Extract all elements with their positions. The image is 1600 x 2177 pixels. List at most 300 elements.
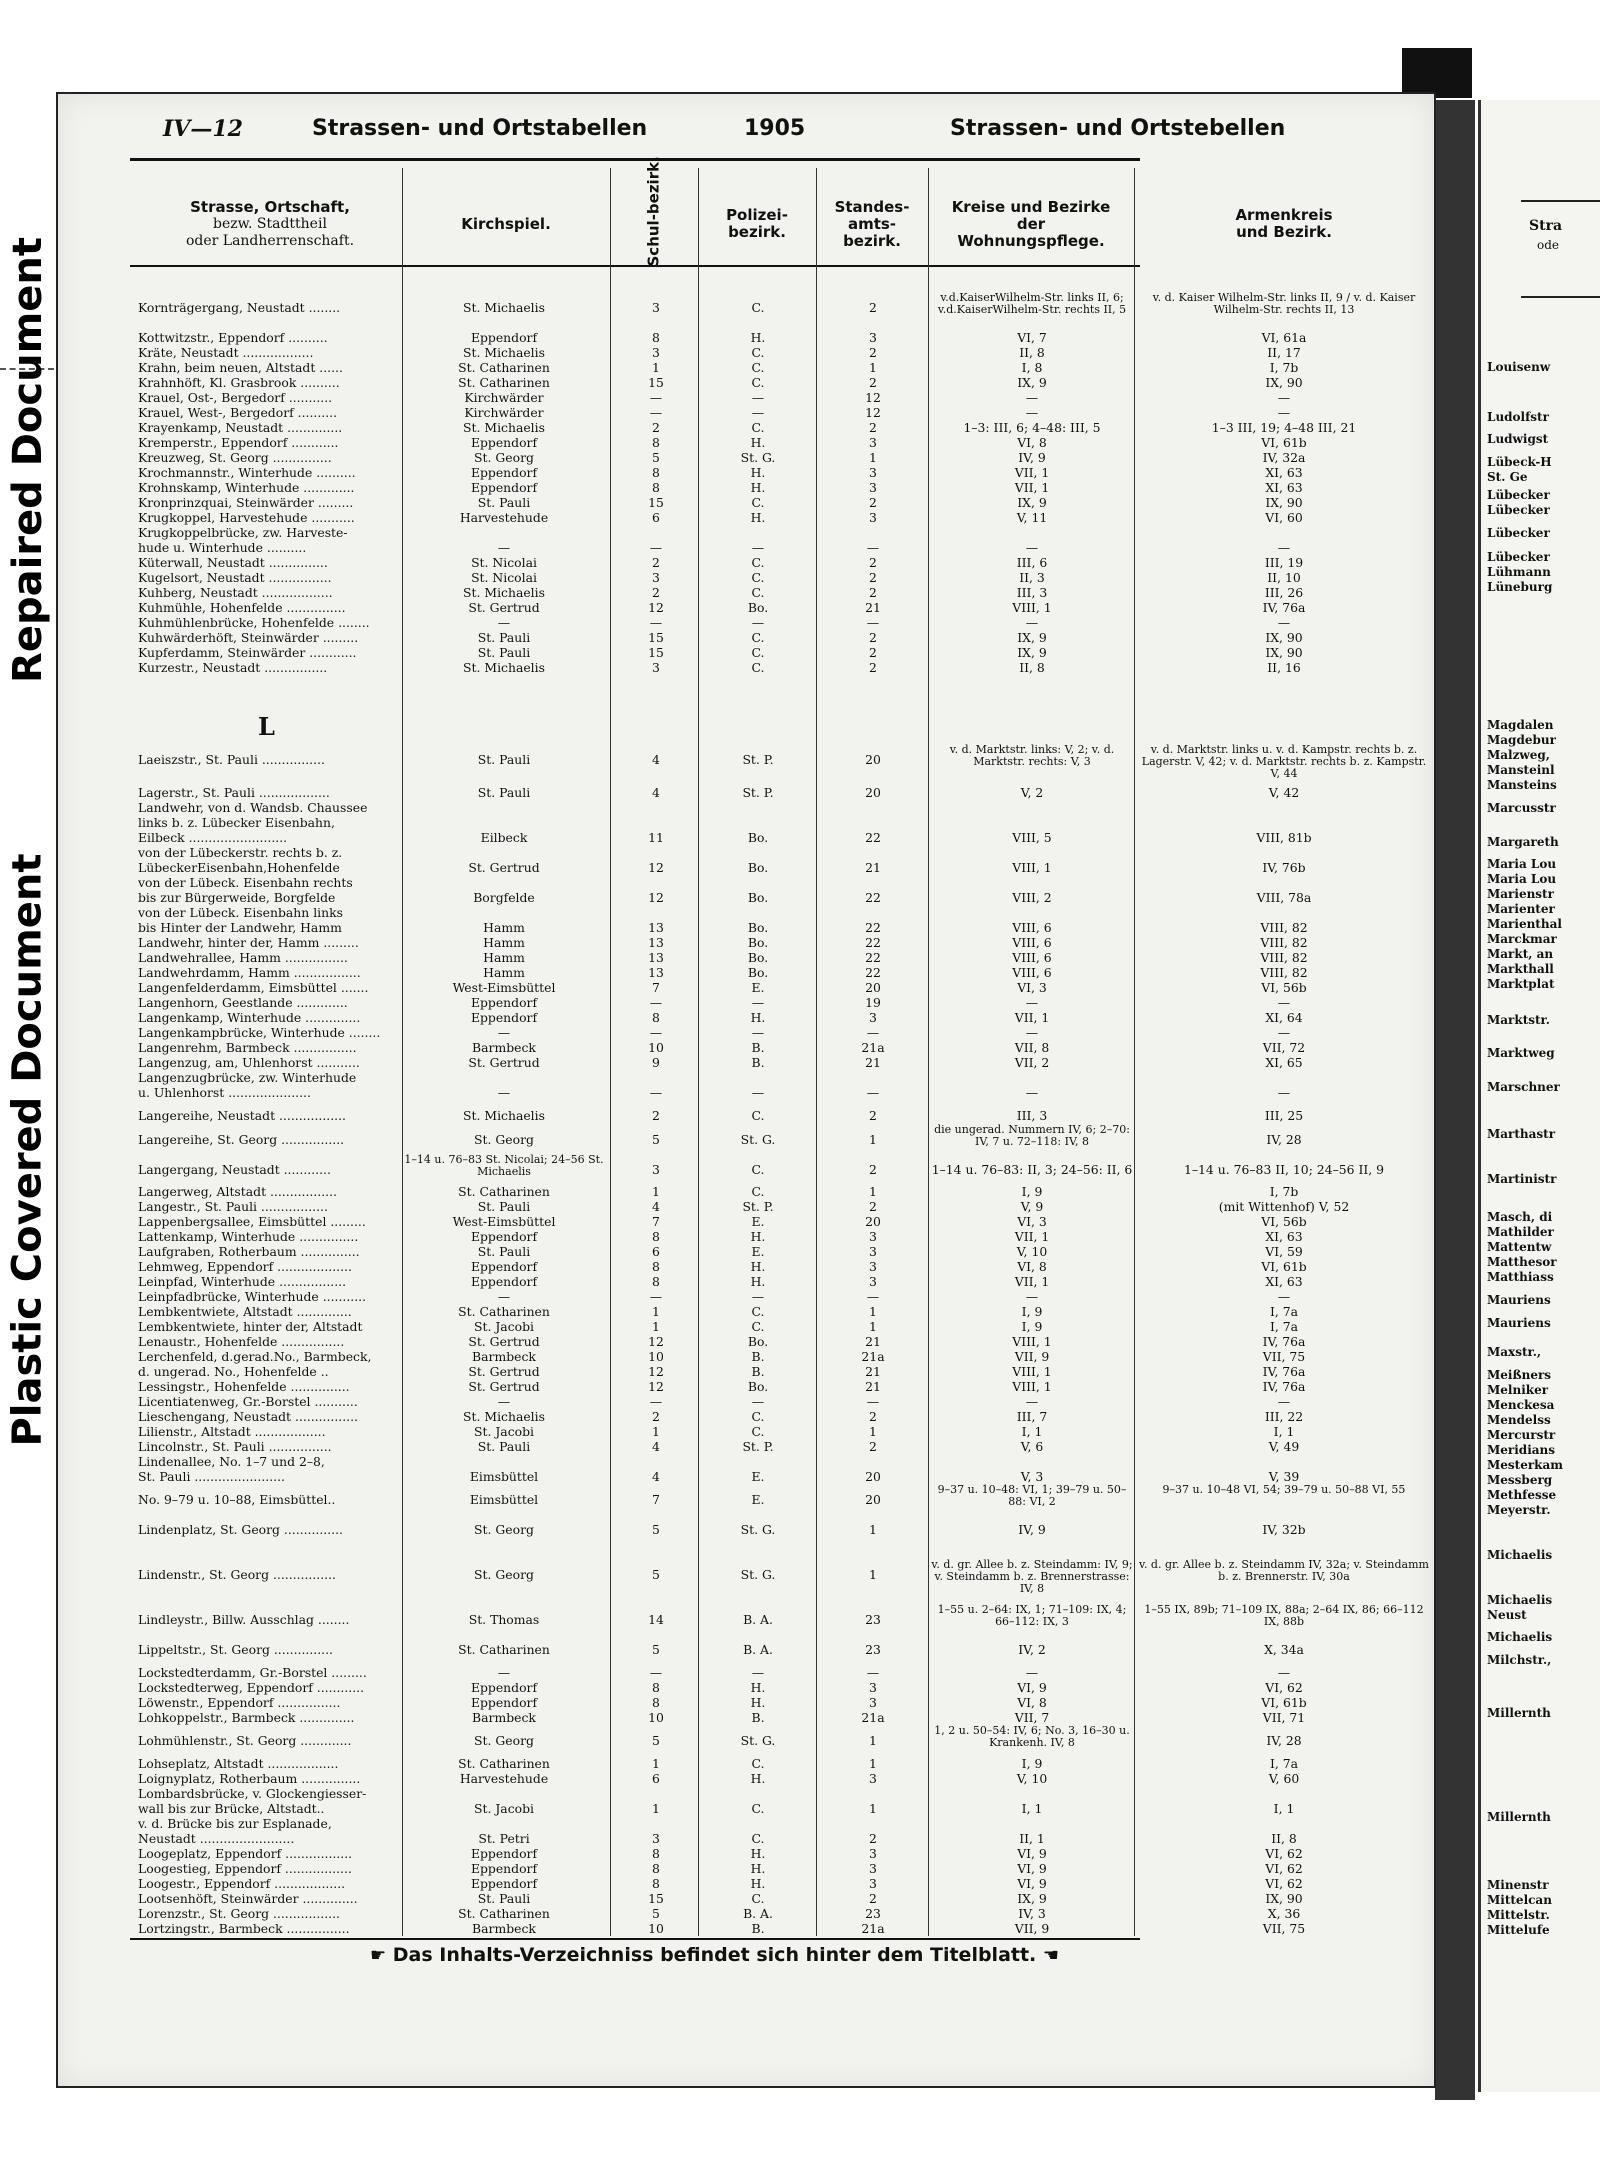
polizeibezirk-cell: B. A. [743,1642,773,1657]
street-cell: Landwehr, hinter der, Hamm ......... [138,935,359,950]
polizeibezirk-cell: — [751,1394,765,1409]
polizeibezirk-cell: C. [751,1891,765,1906]
year: 1905 [744,116,806,141]
standesamt-cell: 2 [869,495,877,510]
standesamt-cell: 2 [869,375,877,390]
street-cell: Lehmweg, Eppendorf ................... [138,1259,352,1274]
kirchspiel-cell: — [497,615,511,630]
kreise-cell: VIII, 5 [1012,830,1052,845]
table-row [0,630,1440,645]
kirchspiel-cell: St. Pauli [477,645,531,660]
armenkreis-cell: V, 49 [1268,1439,1300,1454]
schulbezirk-cell: 13 [648,920,664,935]
right-page-entry: Lühmann [1487,565,1551,579]
polizeibezirk-cell: B. [751,1040,765,1055]
right-page-entry: Lübeck-H [1487,455,1552,469]
kreise-cell: I, 9 [1021,1756,1043,1771]
kreise-cell: — [1025,1085,1039,1100]
right-page-entry: Michaelis [1487,1630,1553,1644]
right-page-entry: Mathilder [1487,1225,1554,1239]
table-row [0,935,1440,950]
kreise-cell: VIII, 1 [1012,1364,1052,1379]
table-row [0,1695,1440,1710]
armenkreis-cell: 1–14 u. 76–83 II, 10; 24–56 II, 9 [1183,1162,1385,1177]
kirchspiel-cell: Kirchwärder [464,405,544,420]
standesamt-cell: 3 [869,1244,877,1259]
schulbezirk-cell: 5 [652,1132,660,1147]
standesamt-cell: 1 [869,450,877,465]
table-row [0,1304,1440,1319]
table-row [0,480,1440,495]
kreise-cell: IV, 2 [1018,1642,1046,1657]
schulbezirk-cell: 8 [652,1861,660,1876]
right-page-entry: Louisenw [1487,360,1551,374]
kirchspiel-cell: St. Michaelis [463,585,545,600]
right-page-entry: Markthall [1487,962,1554,976]
kreise-cell: — [1025,540,1039,555]
polizeibezirk-cell: Bo. [747,920,769,935]
street-cell: Leinpfad, Winterhude ................. [138,1274,347,1289]
kirchspiel-cell: Eppendorf [470,1861,538,1876]
street-cell: Langenfelderdamm, Eimsbüttel ....... [138,980,369,995]
table-row [0,1319,1440,1334]
kirchspiel-cell: Barmbeck [472,1349,536,1364]
polizeibezirk-cell: — [751,405,765,420]
kirchspiel-cell: Eppendorf [470,995,538,1010]
standesamt-cell: 23 [865,1906,881,1921]
street-cell: Loogestr., Eppendorf .................. [138,1876,346,1891]
street-cell: Lindenstr., St. Georg ................ [138,1567,336,1582]
schulbezirk-cell: 5 [652,1733,660,1748]
standesamt-cell: 1 [869,1132,877,1147]
schulbezirk-cell: 5 [652,1642,660,1657]
schulbezirk-cell: 12 [648,600,664,615]
polizeibezirk-cell: Bo. [747,890,769,905]
polizeibezirk-cell: C. [751,1108,765,1123]
polizeibezirk-cell: Bo. [747,600,769,615]
street-cell: von der Lübeck. Eisenbahn links [138,905,343,920]
armenkreis-cell: V, 42 [1268,785,1300,800]
street-cell: Krayenkamp, Neustadt .............. [138,420,343,435]
standesamt-cell: 21 [865,1364,881,1379]
schulbezirk-cell: 10 [648,1040,664,1055]
street-cell: Landwehrdamm, Hamm ................. [138,965,361,980]
street-cell: Lagerstr., St. Pauli .................. [138,785,330,800]
right-page-entry: Messberg [1487,1473,1553,1487]
schulbezirk-cell: 7 [652,1214,660,1229]
street-cell: Langestr., St. Pauli ................. [138,1199,328,1214]
running-title-right: Strassen- und Ortstebellen [950,116,1286,141]
street-cell: Langereihe, St. Georg ................ [138,1132,345,1147]
table-row [0,1921,1440,1936]
armenkreis-cell: VIII, 82 [1260,965,1308,980]
armenkreis-cell: IV, 28 [1266,1132,1302,1147]
schulbezirk-cell: 4 [652,785,660,800]
polizeibezirk-cell: H. [750,330,766,345]
polizeibezirk-cell: E. [751,980,765,995]
standesamt-cell: 22 [865,965,881,980]
standesamt-cell: 22 [865,935,881,950]
right-page-entry: Maxstr., [1487,1345,1542,1359]
kreise-cell: 1, 2 u. 50–54: IV, 6; No. 3, 16–30 u. Krankenh. IV, 8 [934,1725,1130,1749]
table-row [0,1680,1440,1695]
kirchspiel-cell: Eppendorf [470,1876,538,1891]
polizeibezirk-cell: H. [750,1876,766,1891]
table-row [0,375,1440,390]
kirchspiel-cell: Eimsbüttel [469,1469,539,1484]
polizeibezirk-cell: B. [751,1055,765,1070]
street-cell: Krahn, beim neuen, Altstadt ...... [138,360,343,375]
armenkreis-cell: VII, 71 [1262,1710,1306,1725]
table-row [0,1184,1440,1199]
kirchspiel-cell: — [497,1025,511,1040]
schulbezirk-cell: 10 [648,1710,664,1725]
table-row [0,1801,1440,1816]
armenkreis-cell: VI, 62 [1265,1680,1303,1695]
kirchspiel-cell: Barmbeck [472,1921,536,1936]
schulbezirk-cell: 4 [652,1439,660,1454]
polizeibezirk-cell: H. [750,1229,766,1244]
standesamt-cell: 1 [869,1756,877,1771]
street-cell: Küterwall, Neustadt ............... [138,555,328,570]
table-row [0,1349,1440,1364]
armenkreis-cell: II, 17 [1267,345,1301,360]
table-row [0,905,1440,920]
kreise-cell: III, 3 [1016,1108,1048,1123]
armenkreis-cell: VIII, 81b [1256,830,1312,845]
armenkreis-cell: VII, 72 [1262,1040,1306,1055]
right-page-entry: Marckmar [1487,932,1557,946]
armenkreis-cell: VI, 62 [1265,1861,1303,1876]
kreise-cell: VI, 3 [1017,1214,1047,1229]
kreise-cell: VII, 8 [1014,1040,1050,1055]
table-row [0,1906,1440,1921]
table-row [0,1846,1440,1861]
standesamt-cell: — [866,1085,880,1100]
armenkreis-cell: IV, 28 [1266,1733,1302,1748]
kreise-cell: VII, 7 [1014,1710,1050,1725]
right-page-entry: Marienthal [1487,917,1562,931]
table-row [0,1229,1440,1244]
street-cell: Lombardsbrücke, v. Glockengiesser- [138,1786,367,1801]
street-cell: Lembkentwiete, Altstadt .............. [138,1304,352,1319]
table-row [0,860,1440,875]
schulbezirk-cell: — [649,390,663,405]
right-page-entry: Markt, an [1487,947,1554,961]
table-row [0,570,1440,585]
armenkreis-cell: 9–37 u. 10–48 VI, 54; 39–79 u. 50–88 VI, 55 [1162,1484,1406,1496]
schulbezirk-cell: 2 [652,1108,660,1123]
street-cell: v. d. Brücke bis zur Esplanade, [138,1816,332,1831]
schulbezirk-cell: 8 [652,480,660,495]
armenkreis-cell: III, 25 [1264,1108,1304,1123]
schulbezirk-cell: 3 [652,570,660,585]
kreise-cell: I, 9 [1021,1184,1043,1199]
kirchspiel-cell: Hamm [483,920,525,935]
schulbezirk-cell: 11 [648,830,664,845]
standesamt-cell: 3 [869,1771,877,1786]
kreise-cell: V, 10 [1016,1244,1048,1259]
kreise-cell: VII, 1 [1014,480,1050,495]
polizeibezirk-cell: H. [750,1846,766,1861]
street-cell: Langenzug, am, Uhlenhorst ........... [138,1055,360,1070]
polizeibezirk-cell: C. [751,660,765,675]
standesamt-cell: 1 [869,1319,877,1334]
schulbezirk-cell: 13 [648,950,664,965]
right-page-entry: Masch, di [1487,1210,1553,1224]
kreise-cell: — [1025,1665,1039,1680]
standesamt-cell: 3 [869,465,877,480]
table-row [0,600,1440,615]
armenkreis-cell: IV, 76b [1262,860,1306,875]
kreise-cell: VII, 1 [1014,1274,1050,1289]
polizeibezirk-cell: B. A. [743,1612,773,1627]
kirchspiel-cell: St. Gertrud [468,1364,540,1379]
right-page-entry: Michaelis [1487,1593,1553,1607]
kirchspiel-cell: Eppendorf [470,435,538,450]
right-page-entry: Marktweg [1487,1046,1555,1060]
standesamt-cell: 22 [865,890,881,905]
polizeibezirk-cell: C. [751,1801,765,1816]
polizeibezirk-cell: H. [750,1259,766,1274]
pointing-hand-left-icon: ☛ [370,1945,387,1966]
street-cell: St. Pauli ....................... [138,1469,285,1484]
right-page-entry: Lüneburg [1487,580,1553,594]
kirchspiel-cell: Harvestehude [459,510,549,525]
armenkreis-cell: I, 1 [1273,1424,1295,1439]
street-cell: hude u. Winterhude .......... [138,540,307,555]
footer-note [370,1944,1059,1966]
table-row [0,875,1440,890]
standesamt-cell: 3 [869,330,877,345]
armenkreis-cell: v. d. gr. Allee b. z. Steindamm IV, 32a; v. Steindamm b. z. Brennerstr. IV, 30a [1139,1559,1429,1583]
standesamt-cell: 1 [869,1522,877,1537]
schulbezirk-cell: 8 [652,1274,660,1289]
right-page-entry: Menckesa [1487,1398,1555,1412]
table-row [0,744,1440,780]
schulbezirk-cell: 1 [652,1304,660,1319]
street-cell: Loogeplatz, Eppendorf ................. [138,1846,353,1861]
kirchspiel-cell: St. Gertrud [468,1055,540,1070]
standesamt-cell: 3 [869,1846,877,1861]
polizeibezirk-cell: St. G. [740,1733,776,1748]
table-row [0,615,1440,630]
schulbezirk-cell: 1 [652,1801,660,1816]
table-row [0,450,1440,465]
polizeibezirk-cell: H. [750,465,766,480]
street-cell: Krauel, Ost-, Bergedorf ........... [138,390,333,405]
street-cell: Langenzugbrücke, zw. Winterhude [138,1070,357,1085]
armenkreis-cell: IX, 90 [1265,495,1303,510]
schulbezirk-cell: 3 [652,1831,660,1846]
table-row [0,660,1440,675]
right-page-entry: Ludwigst [1487,432,1549,446]
polizeibezirk-cell: B. [751,1364,765,1379]
kirchspiel-cell: — [497,1394,511,1409]
kirchspiel-cell: Kirchwärder [464,390,544,405]
right-page-entry: Mansteins [1487,778,1557,792]
armenkreis-cell: VI, 61b [1261,435,1307,450]
standesamt-cell: 2 [869,1108,877,1123]
table-row [0,1025,1440,1040]
polizeibezirk-cell: C. [751,1409,765,1424]
right-page-entry: Meyerstr. [1487,1503,1551,1517]
kreise-cell: — [1025,1394,1039,1409]
street-cell: Lembkentwiete, hinter der, Altstadt [138,1319,363,1334]
standesamt-cell: 2 [869,570,877,585]
polizeibezirk-cell: C. [751,360,765,375]
table-row [0,1665,1440,1680]
schulbezirk-cell: — [649,1289,663,1304]
armenkreis-cell: VI, 62 [1265,1846,1303,1861]
standesamt-cell: 1 [869,1567,877,1582]
schulbezirk-cell: 1 [652,1319,660,1334]
standesamt-cell: 20 [865,752,881,767]
standesamt-cell: 3 [869,1876,877,1891]
pointing-hand-right-icon: ☚ [1042,1945,1060,1966]
kreise-cell: — [1025,615,1039,630]
kirchspiel-cell: St. Jacobi [474,1801,534,1816]
footer-text: Das Inhalts-Verzeichniss befindet sich hinter dem Titelblatt. [392,1944,1037,1966]
armenkreis-cell: II, 8 [1271,1831,1297,1846]
schulbezirk-cell: 15 [648,645,664,660]
table-row [0,1274,1440,1289]
kreise-cell: V, 6 [1020,1439,1044,1454]
table-row [0,1070,1440,1085]
street-cell: Lohmühlenstr., St. Georg ............. [138,1733,352,1748]
standesamt-cell: 1 [869,1424,877,1439]
table-row [0,1124,1440,1148]
kreise-cell: VIII, 6 [1012,965,1052,980]
standesamt-cell: 2 [869,1409,877,1424]
polizeibezirk-cell: H. [750,1010,766,1025]
standesamt-cell: 21 [865,860,881,875]
kreise-cell: III, 6 [1016,555,1048,570]
kreise-cell: VI, 7 [1017,330,1047,345]
armenkreis-cell: (mit Wittenhof) V, 52 [1218,1199,1350,1214]
standesamt-cell: 2 [869,1831,877,1846]
schulbezirk-cell: 4 [652,1199,660,1214]
armenkreis-cell: V, 60 [1268,1771,1300,1786]
armenkreis-cell: VI, 62 [1265,1876,1303,1891]
standesamt-cell: 21 [865,600,881,615]
standesamt-cell: — [866,615,880,630]
polizeibezirk-cell: C. [751,375,765,390]
right-page-entry: Mesterkam [1487,1458,1563,1472]
table-row [0,1010,1440,1025]
right-page-entry: Mercurstr [1487,1428,1556,1442]
street-cell: Krugkoppel, Harvestehude ........... [138,510,355,525]
polizeibezirk-cell: C. [751,420,765,435]
standesamt-cell: 3 [869,1010,877,1025]
armenkreis-cell: — [1277,1394,1291,1409]
kirchspiel-cell: St. Michaelis [463,1409,545,1424]
armenkreis-cell: VI, 61a [1261,330,1307,345]
right-page-entry: Marktstr. [1487,1013,1550,1027]
standesamt-cell: 2 [869,1199,877,1214]
table-row [0,540,1440,555]
right-page-entry: Mattentw [1487,1240,1552,1254]
armenkreis-cell: X, 34a [1264,1642,1304,1657]
street-cell: Langerweg, Altstadt ................. [138,1184,337,1199]
street-cell: Lindleystr., Billw. Ausschlag ........ [138,1612,350,1627]
right-page-entry: Magdebur [1487,733,1556,747]
armenkreis-cell: I, 7b [1269,360,1299,375]
kreise-cell: II, 8 [1019,660,1045,675]
table-row [0,1439,1440,1454]
kirchspiel-cell: St. Michaelis [463,1108,545,1123]
armenkreis-cell: II, 10 [1267,570,1301,585]
polizeibezirk-cell: H. [750,1861,766,1876]
kreise-cell: VIII, 6 [1012,920,1052,935]
armenkreis-cell: VI, 56b [1261,1214,1307,1229]
kirchspiel-cell: — [497,1085,511,1100]
armenkreis-cell: III, 22 [1264,1409,1304,1424]
standesamt-cell: 2 [869,555,877,570]
armenkreis-cell: — [1277,1665,1291,1680]
polizeibezirk-cell: B. A. [743,1906,773,1921]
armenkreis-cell: I, 1 [1273,1801,1295,1816]
kreise-cell: VI, 3 [1017,980,1047,995]
right-page-entry: Milchstr., [1487,1653,1552,1667]
polizeibezirk-cell: St. P. [742,785,774,800]
kreise-cell: V, 10 [1016,1771,1048,1786]
kreise-cell: 1–55 u. 2–64: IX, 1; 71–109: IX, 4; 66–112: IX, 3 [937,1604,1127,1628]
header-kreise: Kreise und Bezirke der Wohnungspflege. [951,197,1111,250]
standesamt-cell: — [866,1289,880,1304]
kirchspiel-cell: St. Jacobi [474,1424,534,1439]
street-cell: No. 9–79 u. 10–88, Eimsbüttel.. [138,1492,336,1507]
kirchspiel-cell: — [497,1289,511,1304]
kirchspiel-cell: St. Michaelis [463,345,545,360]
right-page-entry: Lübecker [1487,526,1550,540]
schulbezirk-cell: 2 [652,555,660,570]
schulbezirk-cell: 3 [652,345,660,360]
street-cell: Langenkamp, Winterhude .............. [138,1010,361,1025]
table-row [0,995,1440,1010]
street-cell: Loogestieg, Eppendorf ................. [138,1861,352,1876]
polizeibezirk-cell: C. [751,585,765,600]
street-cell: Kuhmühlenbrücke, Hohenfelde ........ [138,615,370,630]
kreise-cell: — [1025,1289,1039,1304]
schulbezirk-cell: 4 [652,1469,660,1484]
kreise-cell: — [1025,1025,1039,1040]
table-row [0,345,1440,360]
street-cell: Kremperstr., Eppendorf ............ [138,435,339,450]
right-page-entry: Margareth [1487,835,1559,849]
polizeibezirk-cell: H. [750,435,766,450]
kreise-cell: — [1025,995,1039,1010]
street-cell: Kuhmühle, Hohenfelde ............... [138,600,346,615]
standesamt-cell: 3 [869,480,877,495]
kirchspiel-cell: Eppendorf [470,1274,538,1289]
kreise-cell: VI, 8 [1017,435,1047,450]
kreise-cell: IV, 9 [1018,1522,1046,1537]
street-cell: bis zur Bürgerweide, Borgfelde [138,890,336,905]
armenkreis-cell: v. d. Marktstr. links u. v. d. Kampstr. rechts b. z. Lagerstr. V, 42; v. d. Marktstr. rechts b. z. Kampstr. V, 44 [1141,744,1427,780]
kirchspiel-cell: Eppendorf [470,1846,538,1861]
kirchspiel-cell: Eppendorf [470,330,538,345]
table-row [0,292,1440,316]
polizeibezirk-cell: Bo. [747,935,769,950]
kirchspiel-cell: 1–14 u. 76–83 St. Nicolai; 24–56 St. Michaelis [404,1154,604,1178]
street-cell: Laeiszstr., St. Pauli ................ [138,752,325,767]
header-kirchspiel: Kirchspiel. [461,214,551,233]
armenkreis-cell: 1–3 III, 19; 4–48 III, 21 [1211,420,1357,435]
kirchspiel-cell: St. Georg [474,1522,534,1537]
armenkreis-cell: v. d. Kaiser Wilhelm-Str. links II, 9 / v. d. Kaiser Wilhelm-Str. rechts II, 13 [1152,292,1416,316]
table-row [0,360,1440,375]
